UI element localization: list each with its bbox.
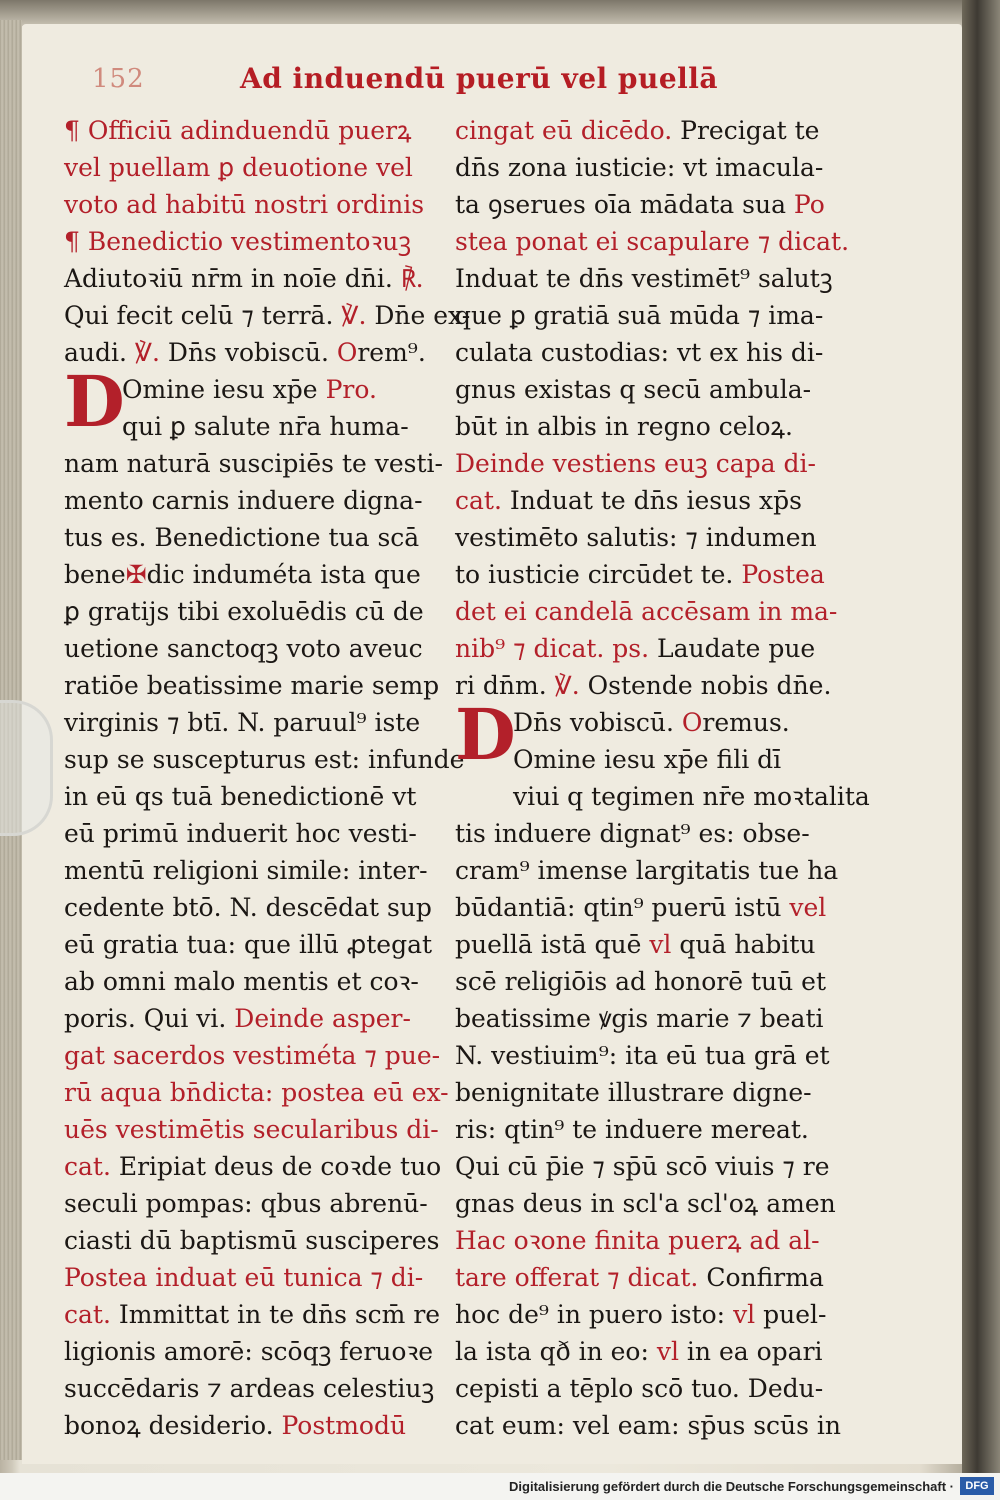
body-text: Induat te dn̄s vestimēt⁹ salutꝫ (455, 264, 833, 293)
text-line (64, 778, 424, 815)
text-line (64, 1000, 424, 1037)
text-line (64, 630, 424, 667)
rubric-text: vel puellam ꝑ deuotione vel (64, 153, 413, 182)
body-text: Dn̄s vobiscū. (513, 708, 682, 737)
text-line (64, 1074, 449, 1111)
text-line (455, 112, 820, 149)
text-line (455, 1259, 824, 1296)
body-text: Laudate pue (657, 634, 816, 663)
body-text: bene (64, 560, 126, 589)
text-line (455, 1148, 830, 1185)
text-line (455, 1370, 824, 1407)
body-text: hoc de⁹ in puero isto: (455, 1300, 734, 1329)
text-line (64, 963, 424, 1000)
text-line (64, 1185, 428, 1222)
text-line (64, 852, 428, 889)
body-text: culata custodias: vt ex his di- (455, 338, 824, 367)
footer-credit: Digitalisierung gefördert durch die Deutsche Forschungsgemeinschaft · (509, 1479, 954, 1494)
rubric-text: Hac oꝛone finita puerꝝ ad al- (455, 1226, 820, 1255)
left-column (64, 112, 471, 1444)
body-text: dn̄s zona iusticie: vt imacula- (455, 153, 824, 182)
body-text: būdantiā: qtin⁹ puerū istū (455, 893, 790, 922)
text-line (455, 852, 839, 889)
text-line (64, 667, 440, 704)
rubric-text: det ei candelā accēsam in ma- (455, 597, 838, 626)
text-line (455, 926, 815, 963)
text-line (455, 1000, 824, 1037)
text-line (64, 926, 433, 963)
text-line (455, 297, 824, 334)
footer-bar (0, 1473, 1000, 1500)
text-line (455, 963, 827, 1000)
text-line (64, 704, 424, 741)
rubric-text: nib⁹ ⁊ dicat. ps. (455, 634, 658, 663)
body-text: Confirma (706, 1263, 824, 1292)
body-text: dic induméta ista que (146, 560, 421, 589)
body-text: Dn̄e ex- (366, 301, 471, 330)
rubric-text: ℣. (341, 301, 367, 330)
rubric-text: rū aqua bn̄dicta: postea eū ex- (64, 1078, 449, 1107)
text-line (64, 1037, 441, 1074)
rubric-text: Po (793, 190, 825, 219)
body-text: ꝑ gratijs tibi exoluēdis cū de (64, 597, 424, 626)
text-line (455, 482, 815, 519)
body-text: eū primū induerit hoc vesti- (64, 819, 417, 848)
body-text: gnas deus in scl'a scl'oꝝ amen (455, 1189, 836, 1218)
rubric-text: Deinde vestiens euꝫ capa di- (455, 449, 816, 478)
text-line (455, 1222, 820, 1259)
body-text: Dn̄s vobiscū. (159, 338, 337, 367)
body-text: remus. (702, 708, 790, 737)
body-text: la ista qð in eo: (455, 1337, 657, 1366)
text-line (455, 149, 824, 186)
rubric-text: ℟. (400, 264, 424, 293)
text-line (64, 1296, 441, 1333)
body-text: ligionis amorē: scōqꝫ feruoꝛe (64, 1337, 434, 1366)
rubric-text: gat sacerdos vestiméta ⁊ pue- (64, 1041, 441, 1070)
body-text: mentū religioni simile: inter- (64, 856, 428, 885)
text-line (455, 408, 815, 445)
rubric-text: vel (789, 893, 827, 922)
text-line (64, 112, 424, 149)
body-text: benignitate illustrare digne- (455, 1078, 812, 1107)
text-line (64, 297, 471, 334)
text-line (64, 1259, 424, 1296)
body-text: Adiutoꝛiū nr̄m in noīe dn̄i. (64, 264, 401, 293)
body-text: N. vestiuim⁹: ita eū tua grā et (455, 1041, 830, 1070)
body-text: quā habitu (671, 930, 816, 959)
rubric-text: cat. (64, 1152, 119, 1181)
rubric-text: uēs vestimētis secularibus di- (64, 1115, 439, 1144)
rubric-text: O (336, 338, 358, 367)
text-line (455, 556, 825, 593)
text-line (64, 519, 424, 556)
text-line (455, 1185, 836, 1222)
rubric-text: ℣. (134, 338, 160, 367)
body-text: rem⁹. (357, 338, 426, 367)
text-line (64, 1148, 442, 1185)
body-text: mento carnis induere digna- (64, 486, 423, 515)
body-text: sup se suscepturus est: infunde (64, 745, 465, 774)
rubric-text: Deinde asper- (234, 1004, 411, 1033)
folio-number: 152 (92, 64, 145, 94)
body-text: puellā istā quē (455, 930, 650, 959)
body-text: ratiōe beatissime marie semp (64, 671, 440, 700)
text-line (455, 1037, 830, 1074)
rubric-text: voto ad habitū nostri ordinis (64, 190, 425, 219)
text-line (64, 741, 465, 778)
body-text: in ea opari (678, 1337, 823, 1366)
rubric-text: Postea induat eū tunica ⁊ di- (64, 1263, 424, 1292)
body-text: ri dn̄m. (455, 671, 555, 700)
body-text: tus es. Benedictione tua scā (64, 523, 420, 552)
body-text: būt in albis in regno celoꝝ. (455, 412, 793, 441)
body-text: qui ꝑ salute nr̄a huma- (122, 412, 409, 441)
text-line (64, 445, 443, 482)
rubric-text: cingat eū dicēdo. (455, 116, 681, 145)
text-line (455, 889, 827, 926)
text-line (64, 889, 432, 926)
text-line (64, 1222, 440, 1259)
rubric-text: O (681, 708, 703, 737)
body-text: eū gratia tua: que illū ꝓtegat (64, 930, 433, 959)
rubric-text: cat. (455, 486, 510, 515)
text-line (455, 223, 850, 260)
rubric-text: ¶ Benedictio vestimentoꝛuꝫ (64, 227, 412, 256)
body-text: Omine iesu xp̄e (122, 375, 326, 404)
body-text: ab omni malo mentis et coꝛ- (64, 967, 419, 996)
text-line (455, 815, 815, 852)
rubric-text: Postea (741, 560, 825, 589)
text-line (64, 1111, 439, 1148)
body-text: ta ꝯserues oīa mādata sua (455, 190, 794, 219)
text-line (64, 260, 424, 297)
text-line (455, 334, 824, 371)
rubric-text: vl (733, 1300, 756, 1329)
text-line (64, 223, 424, 260)
body-text: puel- (755, 1300, 827, 1329)
body-text: seculi pompas: qbus abrenū- (64, 1189, 428, 1218)
text-line (64, 482, 424, 519)
text-line (455, 1333, 823, 1370)
body-text: audi. (64, 338, 135, 367)
text-line (64, 593, 424, 630)
body-text: beatissime ꝟgis marie ⁊ beati (455, 1004, 824, 1033)
body-text: viui q tegimen nr̄e moꝛtalita (513, 782, 870, 811)
rubric-text: ℣. (554, 671, 580, 700)
text-line (455, 1296, 827, 1333)
text-line (455, 371, 815, 408)
body-text: virginis ⁊ btī. N. paruul⁹ iste (64, 708, 421, 737)
body-text: poris. Qui vi. (64, 1004, 235, 1033)
body-text: to iusticie circūdet te. (455, 560, 742, 589)
body-text: Qui fecit celū ⁊ terrā. (64, 301, 342, 330)
page-clip (0, 700, 53, 836)
body-text: uetione sanctoqꝫ voto aveuc (64, 634, 423, 663)
text-line (455, 186, 825, 223)
rubric-text: stea ponat ei scapulare ⁊ dicat. (455, 227, 850, 256)
rubric-text: ✠ (125, 560, 147, 589)
initial-letter: D (455, 693, 516, 776)
running-head: Ad induendū puerū vel puellā (240, 62, 719, 95)
top-shadow (0, 0, 1000, 26)
text-line (64, 149, 424, 186)
text-line (455, 519, 815, 556)
text-line (455, 1111, 815, 1148)
body-text: vestimēto salutis: ⁊ indumen (455, 523, 817, 552)
rubric-text: tare offerat ⁊ dicat. (455, 1263, 707, 1292)
text-line (64, 1333, 434, 1370)
text-line (455, 1407, 842, 1444)
body-text: ris: qtin⁹ te induere mereat. (455, 1115, 809, 1144)
body-text: que ꝑ gratiā suā mūda ⁊ ima- (455, 301, 824, 330)
text-line (455, 593, 838, 630)
body-text: Immittat in te dn̄s scm̄ re (118, 1300, 441, 1329)
right-column (455, 112, 870, 1444)
rubric-text: vl (649, 930, 672, 959)
body-text: tis induere dignat⁹ es: obse- (455, 819, 810, 848)
text-line (455, 260, 833, 297)
dfg-logo: DFG (960, 1477, 994, 1495)
text-line (455, 630, 815, 667)
body-text: Precigat te (680, 116, 820, 145)
text-line (64, 556, 424, 593)
body-text: gnus existas q secū ambula- (455, 375, 812, 404)
binding-shadow (962, 0, 1000, 1473)
body-text: succēdaris ⁊ ardeas celestiuꝫ (64, 1374, 435, 1403)
body-text: Ostende nobis dn̄e. (579, 671, 832, 700)
body-text: Omine iesu xp̄e fili dī (513, 745, 782, 774)
body-text: cedente btō. N. descēdat sup (64, 893, 432, 922)
rubric-text: cat. (64, 1300, 119, 1329)
body-text: cat eum: vel eam: sp̄us scūs in (455, 1411, 842, 1440)
body-text: nam naturā suscipiēs te vesti- (64, 449, 443, 478)
text-line (64, 1370, 435, 1407)
body-text: Induat te dn̄s iesus xp̄s (509, 486, 802, 515)
body-text: Eripiat deus de coꝛde tuo (118, 1152, 442, 1181)
body-text: bonoꝝ desiderio. (64, 1411, 282, 1440)
initial-letter: D (64, 360, 125, 443)
text-line (455, 1074, 815, 1111)
body-text: cepisti a tēplo scō tuo. Dedu- (455, 1374, 824, 1403)
rubric-text: Pro. (325, 375, 377, 404)
text-line (64, 815, 424, 852)
body-text: Qui cū p̄ie ⁊ sp̄ū scō viuis ⁊ re (455, 1152, 830, 1181)
body-text: cram⁹ imense largitatis tue ha (455, 856, 839, 885)
body-text: in eū qs tuā benedictionē vt (64, 782, 417, 811)
text-line (455, 778, 870, 815)
text-line (64, 186, 424, 223)
text-line (64, 1407, 424, 1444)
body-text: ciasti dū baptismū susciperes (64, 1226, 440, 1255)
rubric-text: vl (656, 1337, 679, 1366)
text-line (455, 445, 815, 482)
body-text: scē religiōis ad honorē tuū et (455, 967, 827, 996)
rubric-text: ¶ Officiū adinduendū puerꝝ (64, 116, 412, 145)
rubric-text: Postmodū (281, 1411, 407, 1440)
